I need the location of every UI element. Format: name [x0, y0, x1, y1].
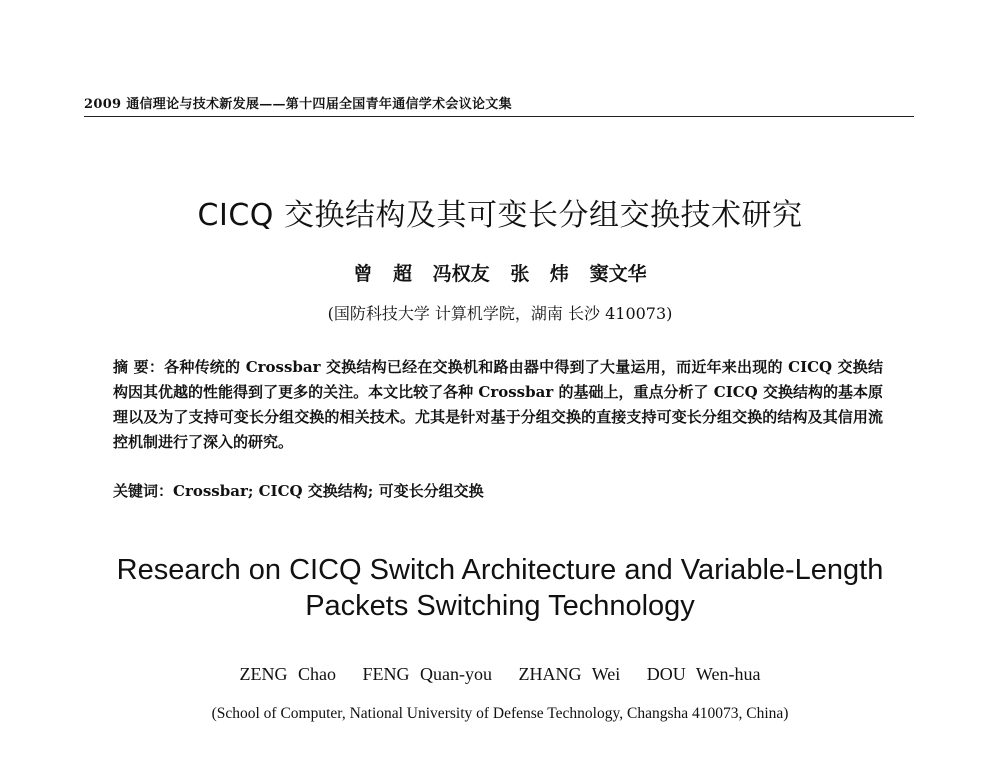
- keywords-text: Crossbar; CICQ 交换结构; 可变长分组交换: [173, 482, 484, 500]
- keywords-label: 关键词：: [113, 482, 174, 500]
- author-1: 曾 超: [353, 263, 413, 285]
- english-affiliation: (School of Computer, National University of Defense Technology, Changsha 410073, China): [211, 705, 789, 722]
- english-authors: [0, 664, 1000, 685]
- chinese-title: CICQ 交换结构及其可变长分组交换技术研究: [197, 198, 803, 233]
- chinese-authors: [0, 259, 1000, 286]
- author-2: 冯权友: [432, 263, 490, 285]
- english-author-2: FENG Quan-you: [362, 664, 493, 684]
- abstract-text: 各种传统的 Crossbar 交换结构已经在交换机和路由器中得到了大量运用，而近年来出现的 CICQ 交换结构因其优越的性能得到了更多的关注。本文比较了各种 Crossbar 的基础上，重点分析了 CICQ 交换结构的基本原理以及为了支持可变长分组交换的相关技术。尤其是针对基于分组交换的直接支持可变长分组交换的结构及其信用流控机制进行了深入的研究。: [113, 358, 883, 451]
- abstract-label: 摘 要：: [113, 358, 165, 376]
- english-author-3: ZHANG Wei: [518, 664, 621, 684]
- author-3: 张 炜: [510, 263, 569, 285]
- author-4: 窦文华: [589, 263, 647, 285]
- english-author-1: ZENG Chao: [239, 664, 337, 684]
- english-author-4: DOU Wen-hua: [646, 664, 761, 684]
- english-title-line-1: Research on CICQ Switch Architecture and Variable-Length: [116, 554, 884, 586]
- chinese-affiliation: (国防科技大学 计算机学院，湖南 长沙 410073): [327, 304, 673, 323]
- english-title-line-2: Packets Switching Technology: [305, 590, 695, 622]
- chinese-keywords: [113, 480, 883, 501]
- english-title: [0, 552, 1000, 624]
- chinese-abstract: [113, 355, 883, 455]
- running-header: 2009 通信理论与技术新发展——第十四届全国青年通信学术会议论文集: [84, 93, 914, 117]
